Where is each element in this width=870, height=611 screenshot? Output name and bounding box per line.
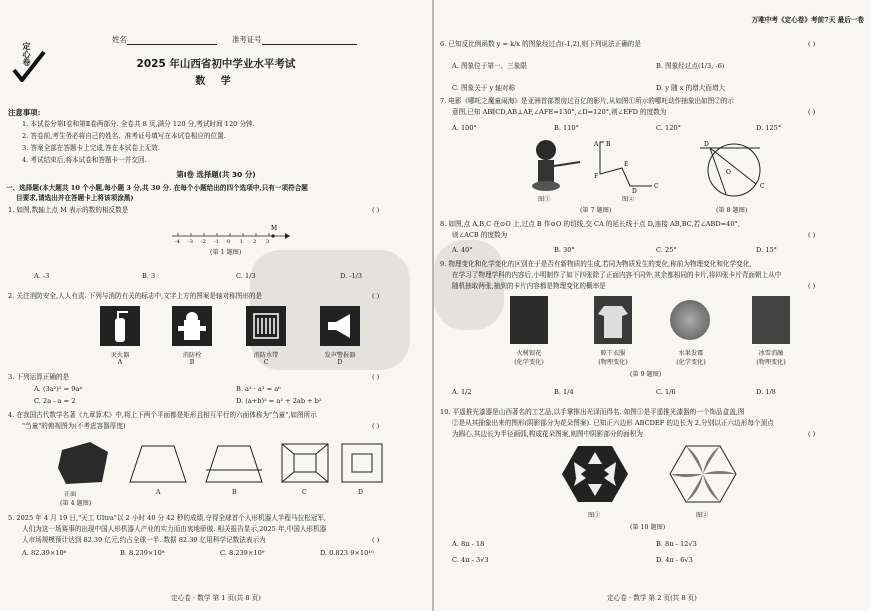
label-b: B [606,141,611,148]
q3-option-d: D. (a+b)² = a² + 2ab + b² [236,397,322,405]
q4-caption: (第 4 题图) [60,500,92,507]
q5-stem-2: 人们为这一场赛事的出现中国人形机器人产业的实力而由衷地骄傲. 相关报告显示,2025 年,中国人形机器 [22,525,327,533]
q6-option-a: A. 图象位于第一、三象限 [452,62,527,70]
nezha-figure [524,136,584,192]
point-m-label: M [271,225,278,232]
card-fireworks [510,296,548,344]
q9-option-b: B. 1/4 [554,388,574,396]
q4-front-label: 正面 [64,491,77,498]
number-line-tick-label: -1 [214,239,219,244]
top-right-header: 万唯中考《定心卷》考前7天 最后一卷 [751,16,864,24]
q9-stem-3: 随机抽取两张,抽到的卡片内容都是物理变化的概率是 [452,282,606,290]
note-item: 2. 答卷前,考生务必将自己的姓名、准考证号填写在本试卷相应的位置. [22,132,226,140]
point-m [271,234,274,237]
q7-stem-2: 意图,已知 AB∥CD,AB⊥AF,∠AFE=130°,∠D=120°,则∠EFD 的度数为 [452,108,667,116]
note-item: 1. 本试卷分第Ⅰ卷和第Ⅱ卷两部分. 全卷共 8 页,满分 120 分,考试时间 120 分钟. [22,120,255,128]
q1-option-a: A. -3 [34,272,50,280]
sign-c-label: 消防水带 [253,352,279,359]
q1-option-b: B. 3 [142,272,156,280]
q5-option-d: D. 0.823 9×10¹⁰ [320,549,374,557]
shirt-icon [594,296,632,344]
lacquer-box-figure [560,442,630,506]
q3-answer-paren: ( ) [372,373,380,381]
name-field: 姓名 [112,35,217,45]
q10-option-a: A. 8π - 18 [452,540,485,548]
number-line-tick-label: -2 [201,239,206,244]
q8-caption: (第 8 题图) [716,207,748,214]
fire-hydrant-icon [172,306,212,346]
right-page [434,0,870,611]
q8-stem-2: 则∠ACB 的度数为 [452,231,508,239]
hose-sign [246,306,286,346]
number-line-tick-label: 2 [253,239,257,244]
extinguisher-sign [100,306,140,346]
q9-stem: 9. 物理变化和化学变化的区别在于是否有新物质的生成,若同为物质发生的变化,称前为物理变化和化学变化, [440,260,752,268]
q2-stem: 2. 关注消防安全,人人有责. 下列与消防有关的标志中,文字上方的图案是轴对称图形的是 [8,292,263,300]
card-3-kind: (化学变化) [676,359,706,366]
option-a-shape [130,446,186,482]
label-c: C [654,183,659,190]
q10-answer-paren: ( ) [808,430,816,438]
q5-option-a: A. 82.39×10⁸ [22,549,67,557]
q7-option-b: B. 110° [554,124,579,132]
q6-option-d: D. y 随 x 的增大而增大 [656,84,726,92]
q4-answer-paren: ( ) [372,422,380,430]
left-page [0,0,432,611]
notes-heading: 注意事项: [8,108,41,117]
hydrant-sign [172,306,212,346]
q5-option-b: B. 8.239×10⁸ [120,549,165,557]
q8-option-d: D. 15° [756,246,777,254]
q4-letter-d: D [358,489,363,496]
footer-left: 定心卷 · 数学 第 1 页(共 8 页) [171,594,261,602]
q8-stem: 8. 如图,点 A,B,C 在⊙O 上,过点 B 作⊙O 的切线,交 CA 的延长线于点 D,连接 AB,BC,若∠ABD=40°, [440,220,740,228]
q4-letter-b: B [232,489,237,496]
q9-answer-paren: ( ) [808,282,816,290]
label-d: D [632,188,637,194]
q10-option-b: B. 8π - 12√3 [656,540,697,548]
q4-stem: 4. 在我国古代数学名著《九章算术》中,将上下两个平面都是矩形且相互平行的六面体称为"刍童",如图所示 [8,411,317,419]
q9-caption: (第 9 题图) [630,371,662,378]
q10-stem: 10. 平遥推光漆器是山西著名的工艺品,以手掌推出光泽而得名. 如图①是平遥推光漆器的一个饰品盒盖,图 [440,408,745,416]
sign-a-letter: A [117,359,123,366]
q7-answer-paren: ( ) [808,108,816,116]
note-item: 3. 答案全部在答题卡上完成,答在本试卷上无效. [22,144,160,152]
part1-instructions: 一、选择题(本大题共 10 个小题,每小题 3 分,共 30 分. 在每个小题给出的四个选项中,只有一项符合题 [6,184,308,192]
q6-answer-paren: ( ) [808,40,816,48]
q10-stem-3: 为圆心,其边长为半径画弧,构成花朵图案,则图中阴影部分的面积为 [452,430,643,438]
q8-answer-paren: ( ) [808,231,816,239]
q5-answer-paren: ( ) [372,536,380,544]
card-2-kind: (物理变化) [598,359,628,366]
q3-option-a: A. (3a²)² = 9a⁴ [34,385,82,393]
q3-option-b: B. a² · a³ = a⁶ [236,385,281,393]
exam-subject: 数 学 [195,76,237,87]
q1-option-c: C. 1/3 [236,272,256,280]
q6-option-b: B. 图象经过点(1/3, -6) [656,62,725,70]
number-line-tick-label: 0 [227,239,231,244]
q9-stem-2: 在学习了物理学科的内容后,小明制作了如下四张除了正面内容不同外,其余都相同的卡片,将四张卡片背面朝上从中 [452,271,782,279]
part1-title: 第Ⅰ卷 选择题(共 30 分) [176,170,256,179]
q10-option-d: D. 4π - 6√3 [656,556,693,564]
card-1-name: 火树银花 [516,350,542,357]
q7-fig1-label: 图① [538,196,551,203]
q2-answer-paren: ( ) [372,292,380,300]
label-e: E [624,161,629,168]
q5-stem-3: 人市场规模预计达到 82.39 亿元,约占全球一半. 数据 82.39 亿用科学记数法表示为 [22,536,266,544]
label-o: O [726,169,731,176]
sign-d-letter: D [337,359,343,366]
card-melting-ice [752,296,790,344]
q7-fig2-label: 图② [622,196,635,203]
q5-option-c: C. 8.239×10⁹ [220,549,265,557]
label-a: A [594,141,599,148]
q6-stem: 6. 已知反比例函数 y = k/x 的图象经过点(-1,2),则下列说法正确的是 [440,40,641,48]
note-item: 4. 考试结束后,将本试卷和答题卡一并交回. [22,156,147,164]
q5-stem: 5. 2025 年 4 月 19 日,"天工 Ultra"以 2 小时 40 分 42 秒的成绩,夺得全球首个人形机器人半程马拉松冠军, [8,514,327,522]
q8-option-b: B. 30° [554,246,575,254]
alarm-horn-icon [320,306,360,346]
label-f: F [594,173,599,180]
label-d: D [704,141,709,148]
ticket-field: 准考证号 [232,35,357,45]
q8-option-c: C. 25° [656,246,677,254]
q4-figures [56,438,386,488]
q1-number-line [170,222,295,244]
alarm-sign [320,306,360,346]
q9-option-a: A. 1/2 [452,388,472,396]
q1-caption: (第 1 题图) [210,249,242,256]
hexagon-flower-figure [666,440,740,508]
q7-option-c: C. 120° [656,124,681,132]
q7-stem: 7. 电影《哪吒之魔童闹海》是亚洲首部票房过百亿的影片,从如图①所示的哪吒动作抽象出如图②的示 [440,97,735,105]
q10-fig2-label: 图② [696,512,709,519]
q7-caption: (第 7 题图) [580,207,612,214]
exam-title: 2025 年山西省初中学业水平考试 [136,58,296,70]
q7-geometry-figure [594,138,664,194]
label-c: C [760,183,765,190]
number-line-tick-label: 3 [266,239,270,244]
q10-fig1-label: 图① [588,512,601,519]
card-1-kind: (化学变化) [514,359,544,366]
q4-letter-c: C [302,489,307,496]
sign-c-letter: C [263,359,269,366]
q8-circle-figure [696,134,776,204]
q1-stem: 1. 如图,数轴上点 M 表示的数的相反数是 [8,206,129,214]
q8-option-a: A. 40° [452,246,473,254]
fire-hose-icon [246,306,286,346]
sign-b-label: 消防栓 [182,352,202,359]
q4-stem-2: "刍童"的俯视图为(不考虑容器厚度) [22,422,126,430]
number-line-tick-label: -4 [175,239,180,244]
card-4-kind: (物理变化) [756,359,786,366]
q1-option-d: D. -1/3 [340,272,363,280]
q10-caption: (第 10 题图) [630,524,666,531]
option-d-shape [342,444,382,482]
q4-letter-a: A [156,489,161,496]
card-4-name: 冰雪消融 [758,350,784,357]
q6-option-c: C. 图象关于 y 轴对称 [452,84,516,92]
q10-option-c: C. 4π - 3√3 [452,556,489,564]
q3-option-c: C. 2a - a = 2 [34,397,76,405]
number-line-tick-label: 1 [240,239,244,244]
part1-instructions-2: 目要求,请选出并在答题卡上将该项涂黑) [16,194,134,202]
stamp-logo: 定心卷 [12,42,46,82]
q9-option-d: D. 1/8 [756,388,776,396]
sign-d-label: 发声警报器 [324,352,356,359]
card-drying-clothes [594,296,632,344]
q3-stem: 3. 下列运算正确的是 [8,373,70,381]
number-line-tick-label: -3 [188,239,193,244]
frustum-solid [58,442,108,484]
q10-stem-2: ②是从其抽象出来的图形(阴影部分为花朵图案). 已知正六边形 ABCDEF 的边长为 2,分别以正六边形每个顶点 [452,419,774,427]
card-2-name: 晾干衣服 [600,350,626,357]
card-moldy-fruit [670,300,710,340]
footer-right: 定心卷 · 数学 第 2 页(共 8 页) [607,594,697,602]
fire-extinguisher-icon [100,306,140,346]
q9-option-c: C. 1/6 [656,388,676,396]
q7-option-d: D. 125° [756,124,782,132]
card-3-name: 水果发霉 [678,350,704,357]
sign-a-label: 灭火器 [110,352,130,359]
option-b-shape [206,446,262,482]
q7-option-a: A. 100° [452,124,477,132]
q1-answer-paren: ( ) [372,206,380,214]
sign-b-letter: B [189,359,195,366]
